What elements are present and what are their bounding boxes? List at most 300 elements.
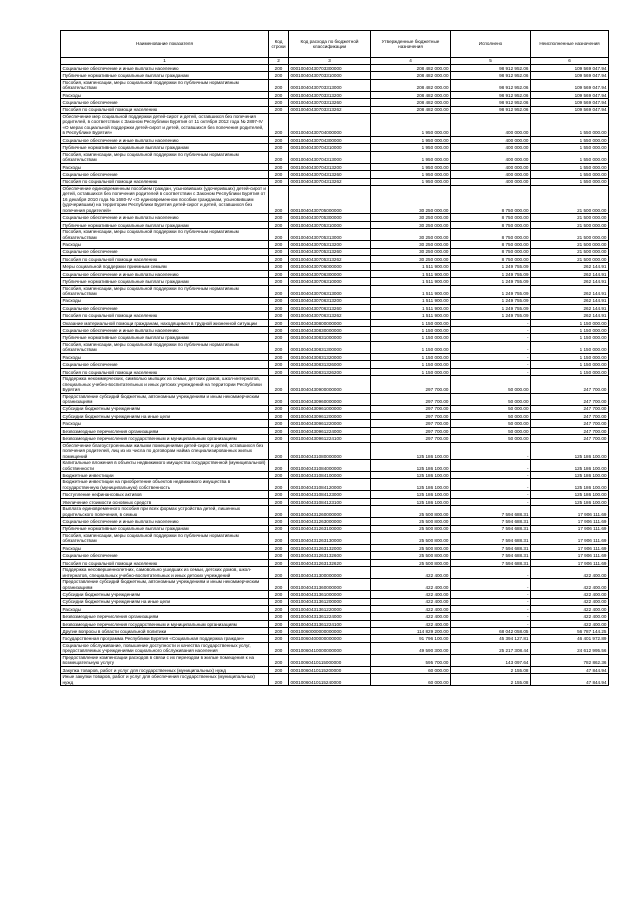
- row-executed: 400 000.00: [451, 171, 531, 178]
- row-executed: 1 249 755.09: [451, 270, 531, 277]
- row-name: Социальное обеспечение и иные выплаты населению: [61, 518, 269, 525]
- row-approved: 422 400.00: [371, 613, 451, 620]
- row-kbk: 00010040430831326200: [289, 368, 371, 375]
- table-row: [61, 278, 609, 285]
- row-code: 200: [269, 221, 289, 228]
- row-executed: 50 000.00: [451, 405, 531, 412]
- row-unexecuted: 109 569 047.94: [531, 99, 609, 106]
- row-code: 200: [269, 334, 289, 341]
- row-kbk: 00010060410115000000: [289, 654, 371, 666]
- table-row: [61, 506, 609, 518]
- row-kbk: 00010040431361224100: [289, 620, 371, 627]
- row-code: 200: [269, 559, 289, 566]
- row-name: Предоставление субсидий бюджетным, автономным учреждениям и иным некоммерческим организациям: [61, 579, 269, 591]
- row-code: 200: [269, 214, 289, 221]
- row-approved: 208 482 000.00: [371, 99, 451, 106]
- row-executed: -: [451, 361, 531, 368]
- row-unexecuted: 21 500 000.00: [531, 241, 609, 248]
- table-row: [61, 136, 609, 143]
- row-unexecuted: 21 500 000.00: [531, 229, 609, 241]
- row-approved: 25 500 800.00: [371, 532, 451, 544]
- table-row: [61, 628, 609, 635]
- row-name: Пособия по социальной помощи населению: [61, 106, 269, 113]
- row-unexecuted: 247 700.00: [531, 376, 609, 394]
- row-code: 200: [269, 666, 289, 673]
- table-row: [61, 525, 609, 532]
- row-code: 200: [269, 635, 289, 642]
- row-kbk: 00010040431361224000: [289, 613, 371, 620]
- row-executed: 1 249 755.09: [451, 304, 531, 311]
- row-unexecuted: 262 144.91: [531, 270, 609, 277]
- row-kbk: 00010040431361000000: [289, 591, 371, 598]
- row-executed: 2 155.08: [451, 674, 531, 686]
- row-code: 200: [269, 327, 289, 334]
- row-code: 200: [269, 498, 289, 505]
- row-approved: 30 250 000.00: [371, 229, 451, 241]
- row-approved: 125 186 100.00: [371, 442, 451, 460]
- table-row: [61, 567, 609, 579]
- table-row: [61, 666, 609, 673]
- row-executed: 1 249 755.09: [451, 312, 531, 319]
- row-name: Обеспечение благоустроенными жилыми помещениями детей-сирот и детей, оставшихся без попечения родителей, лиц из их числа по договорам найма специализированных жилых помещений: [61, 442, 269, 460]
- table-row: [61, 151, 609, 163]
- row-code: 200: [269, 506, 289, 518]
- row-code: 200: [269, 106, 289, 113]
- budget-execution-table: [60, 30, 609, 686]
- row-code: 200: [269, 178, 289, 185]
- row-kbk: 00010040431361220000: [289, 605, 371, 612]
- row-executed: 7 594 688.31: [451, 525, 531, 532]
- row-name: Социальное обслуживание, повышение доступности и качества государственных услуг, предоставляемых учреждениями социального обслуживания населения: [61, 642, 269, 654]
- row-kbk: 00010040430831000000: [289, 334, 371, 341]
- row-unexecuted: 422 400.00: [531, 620, 609, 627]
- header-kbk: Код расхода по бюджетной классификации: [289, 31, 371, 58]
- row-executed: 50 000.00: [451, 412, 531, 419]
- row-unexecuted: 47 844.94: [531, 674, 609, 686]
- row-name: Закупка товаров, работ и услуг для государственных (муниципальных) нужд: [61, 666, 269, 673]
- row-code: 200: [269, 91, 289, 98]
- row-unexecuted: 422 400.00: [531, 605, 609, 612]
- row-approved: 1 950 000.00: [371, 178, 451, 185]
- row-executed: 7 594 688.31: [451, 544, 531, 551]
- row-approved: 1 950 000.00: [371, 144, 451, 151]
- row-executed: -: [451, 327, 531, 334]
- table-row: [61, 427, 609, 434]
- table-row: [61, 654, 609, 666]
- row-executed: 7 594 688.31: [451, 552, 531, 559]
- row-approved: 1 150 000.00: [371, 334, 451, 341]
- row-name: Безвозмездные перечисления организациям: [61, 427, 269, 434]
- row-executed: 50 000.00: [451, 376, 531, 394]
- table-row: [61, 72, 609, 79]
- row-name: Социальное обеспечение: [61, 248, 269, 255]
- row-name: Капитальные вложения в объекты недвижимого имущества государственной (муниципальной) собственности: [61, 460, 269, 472]
- row-executed: -: [451, 472, 531, 479]
- table-row: [61, 405, 609, 412]
- row-unexecuted: 422 400.00: [531, 579, 609, 591]
- row-kbk: 00010040431263132620: [289, 559, 371, 566]
- table-row: [61, 532, 609, 544]
- row-unexecuted: 125 186 100.00: [531, 442, 609, 460]
- row-unexecuted: 109 569 047.94: [531, 79, 609, 91]
- row-unexecuted: 262 144.91: [531, 285, 609, 297]
- row-approved: 208 482 000.00: [371, 72, 451, 79]
- table-row: [61, 559, 609, 566]
- row-executed: 50 000.00: [451, 427, 531, 434]
- table-row: [61, 270, 609, 277]
- row-code: 200: [269, 229, 289, 241]
- row-kbk: 00010040431361200000: [289, 598, 371, 605]
- row-unexecuted: 125 186 100.00: [531, 491, 609, 498]
- row-code: 200: [269, 297, 289, 304]
- table-row: [61, 304, 609, 311]
- row-code: 200: [269, 552, 289, 559]
- row-unexecuted: 17 906 111.69: [531, 518, 609, 525]
- row-name: Предоставление компенсации расходов в связи с их переездом в жилые помещения к на возмещательную услугу: [61, 654, 269, 666]
- row-code: 200: [269, 598, 289, 605]
- row-code: 200: [269, 72, 289, 79]
- table-row: [61, 91, 609, 98]
- row-approved: 30 250 000.00: [371, 221, 451, 228]
- row-executed: -: [451, 368, 531, 375]
- row-kbk: 00010040431300000000: [289, 567, 371, 579]
- row-kbk: 00010060400000000000: [289, 635, 371, 642]
- table-row: [61, 591, 609, 598]
- row-name: Пособия, компенсации, меры социальной поддержки по публичным нормативным обязательствам: [61, 532, 269, 544]
- row-code: 200: [269, 654, 289, 666]
- row-executed: 7 594 688.31: [451, 532, 531, 544]
- row-kbk: 00010040431084123100: [289, 498, 371, 505]
- row-executed: 400 000.00: [451, 113, 531, 136]
- row-kbk: 00010040431084000000: [289, 460, 371, 472]
- table-row: [61, 361, 609, 368]
- row-unexecuted: 422 400.00: [531, 613, 609, 620]
- row-approved: 25 500 800.00: [371, 552, 451, 559]
- row-code: 200: [269, 361, 289, 368]
- table-header: [61, 31, 609, 65]
- row-unexecuted: 262 144.91: [531, 263, 609, 270]
- row-code: 200: [269, 427, 289, 434]
- row-code: 200: [269, 579, 289, 591]
- row-name: Социальное обеспечение: [61, 361, 269, 368]
- row-kbk: 00010040430704313000: [289, 151, 371, 163]
- row-executed: 1 249 755.09: [451, 278, 531, 285]
- row-kbk: 00010040430706310000: [289, 278, 371, 285]
- row-kbk: 00010040431084123000: [289, 491, 371, 498]
- row-kbk: 00010060410000000000: [289, 642, 371, 654]
- header-name: Наименование показателя: [61, 31, 269, 58]
- row-code: 200: [269, 270, 289, 277]
- row-code: 200: [269, 163, 289, 170]
- row-name: Социальное обеспечение: [61, 171, 269, 178]
- row-kbk: 00010040430704000000: [289, 113, 371, 136]
- row-name: Меры социальной поддержки приемным семьям: [61, 263, 269, 270]
- row-name: Публичные нормативные социальные выплаты гражданам: [61, 72, 269, 79]
- row-unexecuted: 109 569 047.94: [531, 106, 609, 113]
- row-kbk: 00010040430961000000: [289, 405, 371, 412]
- row-executed: 1 249 755.09: [451, 285, 531, 297]
- row-kbk: 00010040430703300000: [289, 65, 371, 72]
- column-number: 5: [451, 58, 531, 65]
- row-unexecuted: 1 550 000.00: [531, 151, 609, 163]
- table-row: [61, 263, 609, 270]
- row-name: Пособия по социальной помощи населению: [61, 368, 269, 375]
- row-approved: 297 700.00: [371, 376, 451, 394]
- row-approved: 60 000.00: [371, 666, 451, 673]
- row-approved: 422 400.00: [371, 579, 451, 591]
- row-name: Субсидии бюджетным учреждениям на иные цели: [61, 412, 269, 419]
- row-unexecuted: 109 569 047.94: [531, 65, 609, 72]
- row-code: 200: [269, 368, 289, 375]
- row-name: Поступление нефинансовых активов: [61, 491, 269, 498]
- row-code: 200: [269, 393, 289, 405]
- table-row: [61, 171, 609, 178]
- row-code: 200: [269, 312, 289, 319]
- table-row: [61, 393, 609, 405]
- row-approved: 1 511 900.00: [371, 285, 451, 297]
- row-executed: 2 155.08: [451, 666, 531, 673]
- row-approved: 1 511 900.00: [371, 297, 451, 304]
- row-kbk: 00010040430706300000: [289, 270, 371, 277]
- row-name: Расходы: [61, 353, 269, 360]
- row-unexecuted: 262 144.91: [531, 312, 609, 319]
- row-executed: -: [451, 319, 531, 326]
- row-kbk: 00010040430961224000: [289, 427, 371, 434]
- row-executed: 7 594 688.31: [451, 506, 531, 518]
- column-number: 2: [269, 58, 289, 65]
- row-name: Поддержка некоммерческих, символью мыпщих из семьи, детских домов, школ-интернатов, специальных учебно-воспитательных и иных детских учреждений на территории Республики Бурятия: [61, 376, 269, 394]
- row-code: 200: [269, 79, 289, 91]
- row-approved: 595 700.00: [371, 654, 451, 666]
- table-row: [61, 642, 609, 654]
- table-row: [61, 598, 609, 605]
- row-executed: -: [451, 442, 531, 460]
- row-executed: 7 594 688.31: [451, 559, 531, 566]
- table-row: [61, 498, 609, 505]
- row-kbk: 00010040430961224100: [289, 435, 371, 442]
- row-name: Расходы: [61, 605, 269, 612]
- row-name: Расходы: [61, 297, 269, 304]
- row-executed: 8 750 000.00: [451, 221, 531, 228]
- row-name: Субсидии бюджетным учреждениям: [61, 591, 269, 598]
- row-approved: 422 400.00: [371, 620, 451, 627]
- row-executed: -: [451, 620, 531, 627]
- row-unexecuted: 125 186 100.00: [531, 498, 609, 505]
- row-kbk: 00010040431263132600: [289, 552, 371, 559]
- row-kbk: 00010040430706000000: [289, 263, 371, 270]
- row-name: Расходы: [61, 241, 269, 248]
- row-unexecuted: 17 906 111.69: [531, 544, 609, 551]
- row-unexecuted: 109 569 047.94: [531, 91, 609, 98]
- row-unexecuted: 1 550 000.00: [531, 136, 609, 143]
- row-unexecuted: 125 186 100.00: [531, 460, 609, 472]
- row-kbk: 00010040430704313200: [289, 163, 371, 170]
- row-kbk: 00010060410115200000: [289, 666, 371, 673]
- row-kbk: 00010040431084120000: [289, 479, 371, 491]
- table-row: [61, 113, 609, 136]
- row-name: Социальное обеспечение и иные выплаты населению: [61, 327, 269, 334]
- row-name: Социальное обеспечение: [61, 99, 269, 106]
- row-kbk: 00010040430706313200: [289, 297, 371, 304]
- row-name: Бюджетные инвестиции: [61, 472, 269, 479]
- row-code: 200: [269, 613, 289, 620]
- table-row: [61, 327, 609, 334]
- row-unexecuted: 17 906 111.69: [531, 559, 609, 566]
- table-row: [61, 605, 609, 612]
- row-name: Пособия, компенсации, меры социальной поддержки по публичным нормативным обязательствам: [61, 151, 269, 163]
- row-code: 200: [269, 532, 289, 544]
- row-kbk: 00010040431263132000: [289, 544, 371, 551]
- row-approved: 297 700.00: [371, 435, 451, 442]
- row-approved: 1 511 900.00: [371, 304, 451, 311]
- row-code: 200: [269, 442, 289, 460]
- row-code: 200: [269, 304, 289, 311]
- row-approved: 25 500 800.00: [371, 506, 451, 518]
- row-code: 200: [269, 591, 289, 598]
- row-code: 200: [269, 479, 289, 491]
- row-unexecuted: 56 787 144.25: [531, 628, 609, 635]
- row-approved: 125 186 100.00: [371, 460, 451, 472]
- row-name: Иные закупки товаров, работ и услуг для обеспечения государственных (муниципальных) нужд: [61, 674, 269, 686]
- column-number: 3: [289, 58, 371, 65]
- header-executed: Исполнено: [451, 31, 531, 58]
- table-row: [61, 319, 609, 326]
- row-code: 200: [269, 278, 289, 285]
- row-code: 200: [269, 255, 289, 262]
- row-approved: 60 000.00: [371, 674, 451, 686]
- row-name: Социальное обеспечение: [61, 552, 269, 559]
- row-kbk: 00010040430831320000: [289, 353, 371, 360]
- header-unexecuted: Неисполненные назначения: [531, 31, 609, 58]
- table-row: [61, 221, 609, 228]
- row-name: Пособия по социальной помощи населению: [61, 312, 269, 319]
- row-executed: 45 394 127.81: [451, 635, 531, 642]
- row-executed: 400 000.00: [451, 136, 531, 143]
- row-name: Государственная программа Республики Бурятия «Социальная поддержка граждан»: [61, 635, 269, 642]
- row-kbk: 00010040430705310000: [289, 221, 371, 228]
- table-row: [61, 620, 609, 627]
- row-name: Выплата единовременного пособия при всех формах устройства детей, лишенных родительского попечения, в семью: [61, 506, 269, 518]
- row-approved: 1 511 900.00: [371, 263, 451, 270]
- row-approved: 1 150 000.00: [371, 368, 451, 375]
- row-kbk: 00010040430830000000: [289, 327, 371, 334]
- row-unexecuted: 1 150 000.00: [531, 319, 609, 326]
- row-code: 200: [269, 567, 289, 579]
- row-code: 200: [269, 376, 289, 394]
- row-executed: 8 750 000.00: [451, 248, 531, 255]
- row-kbk: 00010040430705313260: [289, 248, 371, 255]
- row-executed: 8 750 000.00: [451, 214, 531, 221]
- row-approved: 30 250 000.00: [371, 185, 451, 214]
- row-code: 200: [269, 136, 289, 143]
- table-row: [61, 420, 609, 427]
- row-name: Другие вопросы в области социальной политики: [61, 628, 269, 635]
- row-kbk: 00010040431263000000: [289, 518, 371, 525]
- row-kbk: 00010060000000000000: [289, 628, 371, 635]
- row-code: 200: [269, 628, 289, 635]
- row-approved: 1 950 000.00: [371, 151, 451, 163]
- row-name: Публичные нормативные социальные выплаты гражданам: [61, 278, 269, 285]
- row-code: 200: [269, 113, 289, 136]
- row-name: Субсидии бюджетным учреждениям на иные цели: [61, 598, 269, 605]
- row-code: 200: [269, 472, 289, 479]
- row-executed: 68 042 058.05: [451, 628, 531, 635]
- row-kbk: 00010040430704313262: [289, 178, 371, 185]
- table-row: [61, 491, 609, 498]
- row-unexecuted: 125 186 100.00: [531, 472, 609, 479]
- row-code: 200: [269, 65, 289, 72]
- row-executed: -: [451, 567, 531, 579]
- row-code: 200: [269, 353, 289, 360]
- row-kbk: 00010040430706313000: [289, 285, 371, 297]
- row-kbk: 00010040431360000000: [289, 579, 371, 591]
- table-row: [61, 229, 609, 241]
- table-row: [61, 613, 609, 620]
- row-unexecuted: 422 400.00: [531, 598, 609, 605]
- row-unexecuted: 1 150 000.00: [531, 353, 609, 360]
- row-unexecuted: 782 862.36: [531, 654, 609, 666]
- row-executed: 1 249 755.09: [451, 297, 531, 304]
- row-executed: -: [451, 613, 531, 620]
- table-row: [61, 163, 609, 170]
- row-approved: 49 590 300.00: [371, 642, 451, 654]
- row-approved: 1 150 000.00: [371, 361, 451, 368]
- row-unexecuted: 247 700.00: [531, 420, 609, 427]
- row-executed: 400 000.00: [451, 144, 531, 151]
- header-approved: Утвержденные бюджетные назначения: [371, 31, 451, 58]
- row-kbk: 00010040431263130000: [289, 532, 371, 544]
- row-approved: 1 150 000.00: [371, 341, 451, 353]
- row-executed: -: [451, 341, 531, 353]
- row-name: Пособия по социальной помощи населению: [61, 178, 269, 185]
- row-approved: 30 250 000.00: [371, 255, 451, 262]
- row-kbk: 00010040430706313260: [289, 304, 371, 311]
- row-code: 200: [269, 248, 289, 255]
- row-executed: 98 912 952.06: [451, 91, 531, 98]
- row-executed: 400 000.00: [451, 163, 531, 170]
- table-row: [61, 106, 609, 113]
- row-unexecuted: 262 144.91: [531, 297, 609, 304]
- table-row: [61, 99, 609, 106]
- row-unexecuted: 21 500 000.00: [531, 255, 609, 262]
- row-unexecuted: 247 700.00: [531, 427, 609, 434]
- row-name: Безвозмездные перечисления организациям: [61, 613, 269, 620]
- row-approved: 125 186 100.00: [371, 498, 451, 505]
- row-code: 200: [269, 435, 289, 442]
- row-kbk: 00010040430706313262: [289, 312, 371, 319]
- row-unexecuted: 1 550 000.00: [531, 178, 609, 185]
- row-name: Расходы: [61, 163, 269, 170]
- row-kbk: 00010040430705313000: [289, 229, 371, 241]
- row-name: Социальное обеспечение и иные выплаты населению: [61, 65, 269, 72]
- row-unexecuted: 17 906 111.69: [531, 552, 609, 559]
- row-kbk: 00010040430705300000: [289, 214, 371, 221]
- row-executed: 400 000.00: [451, 151, 531, 163]
- row-approved: 30 250 000.00: [371, 214, 451, 221]
- row-unexecuted: 125 186 100.00: [531, 479, 609, 491]
- table-row: [61, 579, 609, 591]
- row-code: 200: [269, 460, 289, 472]
- table-row: [61, 214, 609, 221]
- row-name: Обеспечение единовременным пособием граждан, усыновивших (удочеривших) детей-сирот и детей, оставшихся без попечения родителей в соответствии с Законом Республики Бурятия от 16 декабря 2010 года № 1680-IV «О единовременном пособии гражданам, усыновившим (удочерившим) на территории Республики Бурятия детей-сирот и детей, оставшихся без попечения родителей»: [61, 185, 269, 214]
- row-executed: 50 000.00: [451, 420, 531, 427]
- row-name: Расходы: [61, 544, 269, 551]
- row-unexecuted: 17 906 111.69: [531, 525, 609, 532]
- table-row: [61, 412, 609, 419]
- table-row: [61, 635, 609, 642]
- row-approved: 297 700.00: [371, 412, 451, 419]
- row-name: Пособия по социальной помощи населению: [61, 255, 269, 262]
